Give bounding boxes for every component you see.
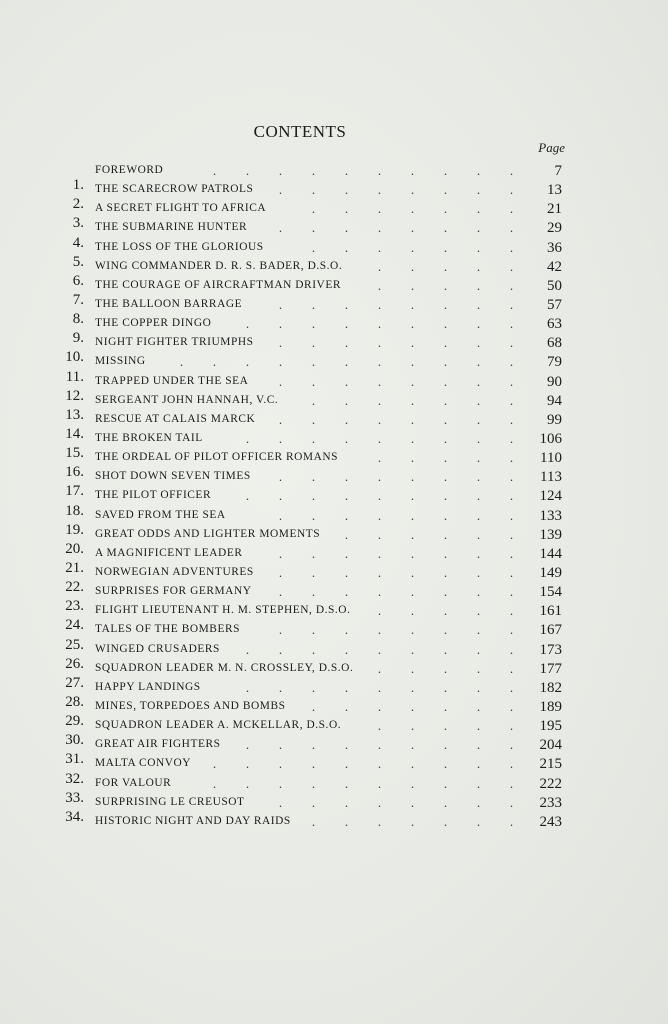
toc-entry: [0, 272, 668, 294]
chapter-title: GREAT ODDS AND LIGHTER MOMENTS: [95, 527, 321, 540]
toc-entry: [0, 387, 668, 409]
dot-leader: . . . . .: [377, 450, 514, 465]
chapter-title: HAPPY LANDINGS: [95, 680, 201, 693]
toc-entry: [0, 789, 668, 811]
page-number: 144: [539, 545, 562, 562]
chapter-title: NORWEGIAN ADVENTURES: [95, 565, 254, 578]
chapter-title: MALTA CONVOY: [95, 757, 192, 770]
dot-leader: . . . . . . . .: [278, 794, 514, 809]
chapter-title: FOREWORD: [95, 164, 164, 176]
page-number: 79: [547, 354, 562, 371]
dot-leader: . . . . . . . . .: [245, 316, 514, 331]
chapter-number: 25.: [65, 636, 84, 653]
chapter-number: 31.: [65, 751, 84, 768]
toc-entry: [0, 616, 668, 639]
dot-leader: . . . . . . . . .: [245, 430, 514, 445]
chapter-title: SAVED FROM THE SEA: [95, 508, 226, 521]
chapter-number: 21.: [65, 559, 84, 576]
page-number: 42: [547, 258, 562, 275]
chapter-number: 26.: [65, 655, 84, 672]
page-number: 110: [540, 450, 562, 467]
chapter-number: 14.: [65, 425, 84, 442]
page-number: 94: [547, 392, 562, 409]
chapter-number: 20.: [65, 540, 84, 557]
chapter-number: 5.: [72, 253, 84, 270]
page-title: CONTENTS: [253, 122, 347, 141]
chapter-number: 24.: [65, 617, 84, 634]
toc-entry: [0, 578, 668, 601]
page-number: 13: [547, 182, 562, 199]
chapter-number: 6.: [72, 272, 84, 289]
page-number: 113: [540, 469, 562, 486]
chapter-number: 34.: [65, 808, 84, 825]
toc-entry: [0, 463, 668, 486]
dot-leader: . . . . . . . . .: [245, 737, 514, 752]
chapter-number: 33.: [65, 789, 84, 806]
dot-leader: . . . . . . . . .: [245, 488, 514, 503]
page-number: 177: [539, 660, 562, 677]
dot-leader: . . . . . . . .: [278, 545, 514, 560]
chapter-title: THE BROKEN TAIL: [95, 431, 203, 444]
page-number: 139: [539, 526, 562, 543]
chapter-title: NIGHT FIGHTER TRIUMPHS: [95, 336, 254, 349]
chapter-number: 22.: [65, 579, 84, 596]
chapter-title: THE SCARECROW PATROLS: [95, 183, 254, 196]
dot-leader: . . . . . . . . .: [245, 641, 514, 656]
toc-entry: [0, 234, 668, 256]
chapter-number: 2.: [72, 196, 84, 213]
dot-leader: . . . . .: [377, 277, 514, 292]
chapter-number: 29.: [65, 713, 84, 730]
toc-entry: [0, 540, 668, 562]
toc-entry: [0, 502, 668, 524]
chapter-title: THE COPPER DINGO: [95, 317, 212, 330]
chapter-number: 1.: [72, 177, 84, 194]
dot-leader: . . . . . . .: [311, 813, 514, 828]
chapter-number: 10.: [65, 349, 84, 366]
chapter-title: GREAT AIR FIGHTERS: [95, 738, 221, 751]
chapter-title: MISSING: [95, 355, 146, 368]
dot-leader: . . . . . . .: [311, 392, 514, 407]
toc-entry: [0, 597, 668, 620]
dot-leader: . . . . . . . . . .: [212, 163, 514, 177]
toc-entry: [0, 559, 668, 581]
dot-leader: . . . . . .: [344, 526, 514, 541]
chapter-number: 11.: [65, 368, 84, 385]
page-number: 90: [547, 373, 562, 390]
page-number: 161: [539, 603, 562, 620]
dot-leader: . . . . . . .: [311, 239, 514, 254]
chapter-number: 7.: [72, 291, 84, 308]
chapter-title: A SECRET FLIGHT TO AFRICA: [95, 202, 267, 215]
page-number: 215: [539, 756, 562, 773]
page-number: 124: [539, 488, 562, 505]
dot-leader: . . . . .: [377, 718, 514, 733]
dot-leader: . . . . . . .: [311, 201, 514, 216]
page-number: 182: [539, 679, 562, 696]
dot-leader: . . . . . . . .: [278, 469, 514, 484]
chapter-title: WING COMMANDER D. R. S. BADER, D.S.O.: [95, 259, 343, 272]
chapter-title: THE ORDEAL OF PILOT OFFICER ROMANS: [95, 451, 339, 464]
chapter-number: 15.: [65, 445, 84, 462]
chapter-number: 18.: [65, 502, 84, 519]
dot-leader: . . . . . . . .: [278, 296, 514, 311]
chapter-title: SURPRISES FOR GERMANY: [95, 585, 252, 598]
toc-entry: [0, 808, 668, 830]
chapter-number: 17.: [65, 483, 84, 500]
dot-leader: . . . . . . . . .: [245, 679, 514, 694]
dot-leader: . . . . . . . .: [278, 335, 514, 350]
chapter-number: 30.: [65, 732, 84, 749]
dot-leader: . . . . .: [377, 258, 514, 273]
toc-entry: [0, 712, 668, 735]
page-number: 50: [547, 277, 562, 294]
chapter-title: TRAPPED UNDER THE SEA: [95, 374, 249, 387]
chapter-number: 23.: [65, 598, 84, 615]
toc-entry: [0, 310, 668, 333]
chapter-title: TALES OF THE BOMBERS: [95, 623, 241, 636]
toc-entry: [0, 406, 668, 428]
page-number: 243: [539, 813, 562, 830]
chapter-title: MINES, TORPEDOES AND BOMBS: [95, 699, 286, 712]
page-number: 57: [547, 296, 562, 313]
dot-leader: . . . . . . . .: [278, 411, 514, 426]
toc-entry: [0, 425, 668, 447]
toc-entry: [0, 195, 668, 218]
page-number: 222: [539, 775, 562, 792]
toc-entry: [0, 731, 668, 754]
chapter-number: 12.: [65, 387, 84, 404]
page-number: 7: [554, 163, 562, 179]
toc-entry: [0, 770, 668, 792]
chapter-title: SURPRISING LE CREUSOT: [95, 795, 245, 808]
toc-entry: [0, 674, 668, 696]
dot-leader: . . . . . . . . . .: [212, 775, 514, 790]
page-number: 99: [547, 411, 562, 428]
chapter-title: SHOT DOWN SEVEN TIMES: [95, 470, 251, 483]
page-number: 189: [539, 698, 562, 715]
chapter-title: THE COURAGE OF AIRCRAFTMAN DRIVER: [95, 278, 341, 291]
chapter-number: 9.: [72, 330, 84, 347]
chapter-title: SQUADRON LEADER M. N. CROSSLEY, D.S.O.: [95, 661, 354, 674]
page-number: 29: [547, 220, 562, 237]
page-number: 233: [539, 794, 562, 811]
page-number: 204: [539, 737, 562, 754]
chapter-title: HISTORIC NIGHT AND DAY RAIDS: [95, 814, 291, 827]
chapter-number: 8.: [72, 311, 84, 328]
dot-leader: . . . . . . . .: [278, 373, 514, 388]
chapter-title: FLIGHT LIEUTENANT H. M. STEPHEN, D.S.O.: [95, 604, 351, 617]
toc-entry: [0, 157, 668, 179]
dot-leader: . . . . . . . .: [278, 584, 514, 599]
table-of-contents: [0, 157, 668, 830]
chapter-title: WINGED CRUSADERS: [95, 642, 220, 655]
chapter-number: 16.: [65, 464, 84, 481]
page-column-label: Page: [538, 140, 565, 155]
chapter-title: THE PILOT OFFICER: [95, 489, 212, 502]
chapter-title: A MAGNIFICENT LEADER: [95, 546, 243, 559]
toc-entry: [0, 482, 668, 505]
toc-entry: [0, 368, 668, 390]
dot-leader: . . . . . . . .: [278, 220, 514, 235]
page-number: 149: [539, 564, 562, 581]
chapter-number: 19.: [65, 521, 84, 538]
chapter-title: THE BALLOON BARRAGE: [95, 297, 243, 310]
chapter-title: SQUADRON LEADER A. MCKELLAR, D.S.O.: [95, 719, 342, 732]
chapter-title: THE LOSS OF THE GLORIOUS: [95, 240, 264, 253]
page-number: 133: [539, 507, 562, 524]
dot-leader: . . . . . . . .: [278, 622, 514, 637]
page-number: 154: [539, 584, 562, 601]
dot-leader: . . . . . . . .: [278, 182, 514, 197]
page-number: 195: [539, 718, 562, 735]
chapter-number: 4.: [72, 234, 84, 251]
chapter-number: 3.: [72, 215, 84, 232]
toc-entry: [0, 176, 668, 199]
toc-entry: [0, 348, 668, 371]
dot-leader: . . . . . . . .: [278, 507, 514, 522]
chapter-number: 32.: [65, 770, 84, 787]
chapter-title: FOR VALOUR: [95, 776, 172, 789]
dot-leader: . . . . . . . . . .: [212, 756, 514, 771]
toc-entry: [0, 291, 668, 313]
page-number: 106: [539, 430, 562, 447]
chapter-number: 28.: [65, 693, 84, 710]
toc-entry: [0, 214, 668, 237]
toc-entry: [0, 636, 668, 658]
chapter-number: 13.: [65, 406, 84, 423]
chapter-number: 27.: [65, 674, 84, 691]
dot-leader: . . . . .: [377, 660, 514, 675]
dot-leader: . . . . . . . .: [278, 564, 514, 579]
page-number: 21: [547, 201, 562, 218]
chapter-title: THE SUBMARINE HUNTER: [95, 221, 248, 234]
toc-entry: [0, 253, 668, 275]
page-number: 63: [547, 316, 562, 333]
chapter-title: RESCUE AT CALAIS MARCK: [95, 412, 256, 425]
toc-entry: [0, 329, 668, 352]
dot-leader: . . . . .: [377, 603, 514, 618]
page-number: 167: [539, 622, 562, 639]
page-number: 36: [547, 239, 562, 256]
toc-entry: [0, 693, 668, 715]
toc-entry: [0, 521, 668, 543]
chapter-title: SERGEANT JOHN HANNAH, V.C.: [95, 393, 279, 406]
page-number: 173: [539, 641, 562, 658]
dot-leader: . . . . . . .: [311, 698, 514, 713]
toc-entry: [0, 750, 668, 773]
dot-leader: . . . . . . . . . . .: [179, 354, 514, 369]
toc-entry: [0, 444, 668, 467]
page-number: 68: [547, 335, 562, 352]
toc-entry: [0, 655, 668, 677]
